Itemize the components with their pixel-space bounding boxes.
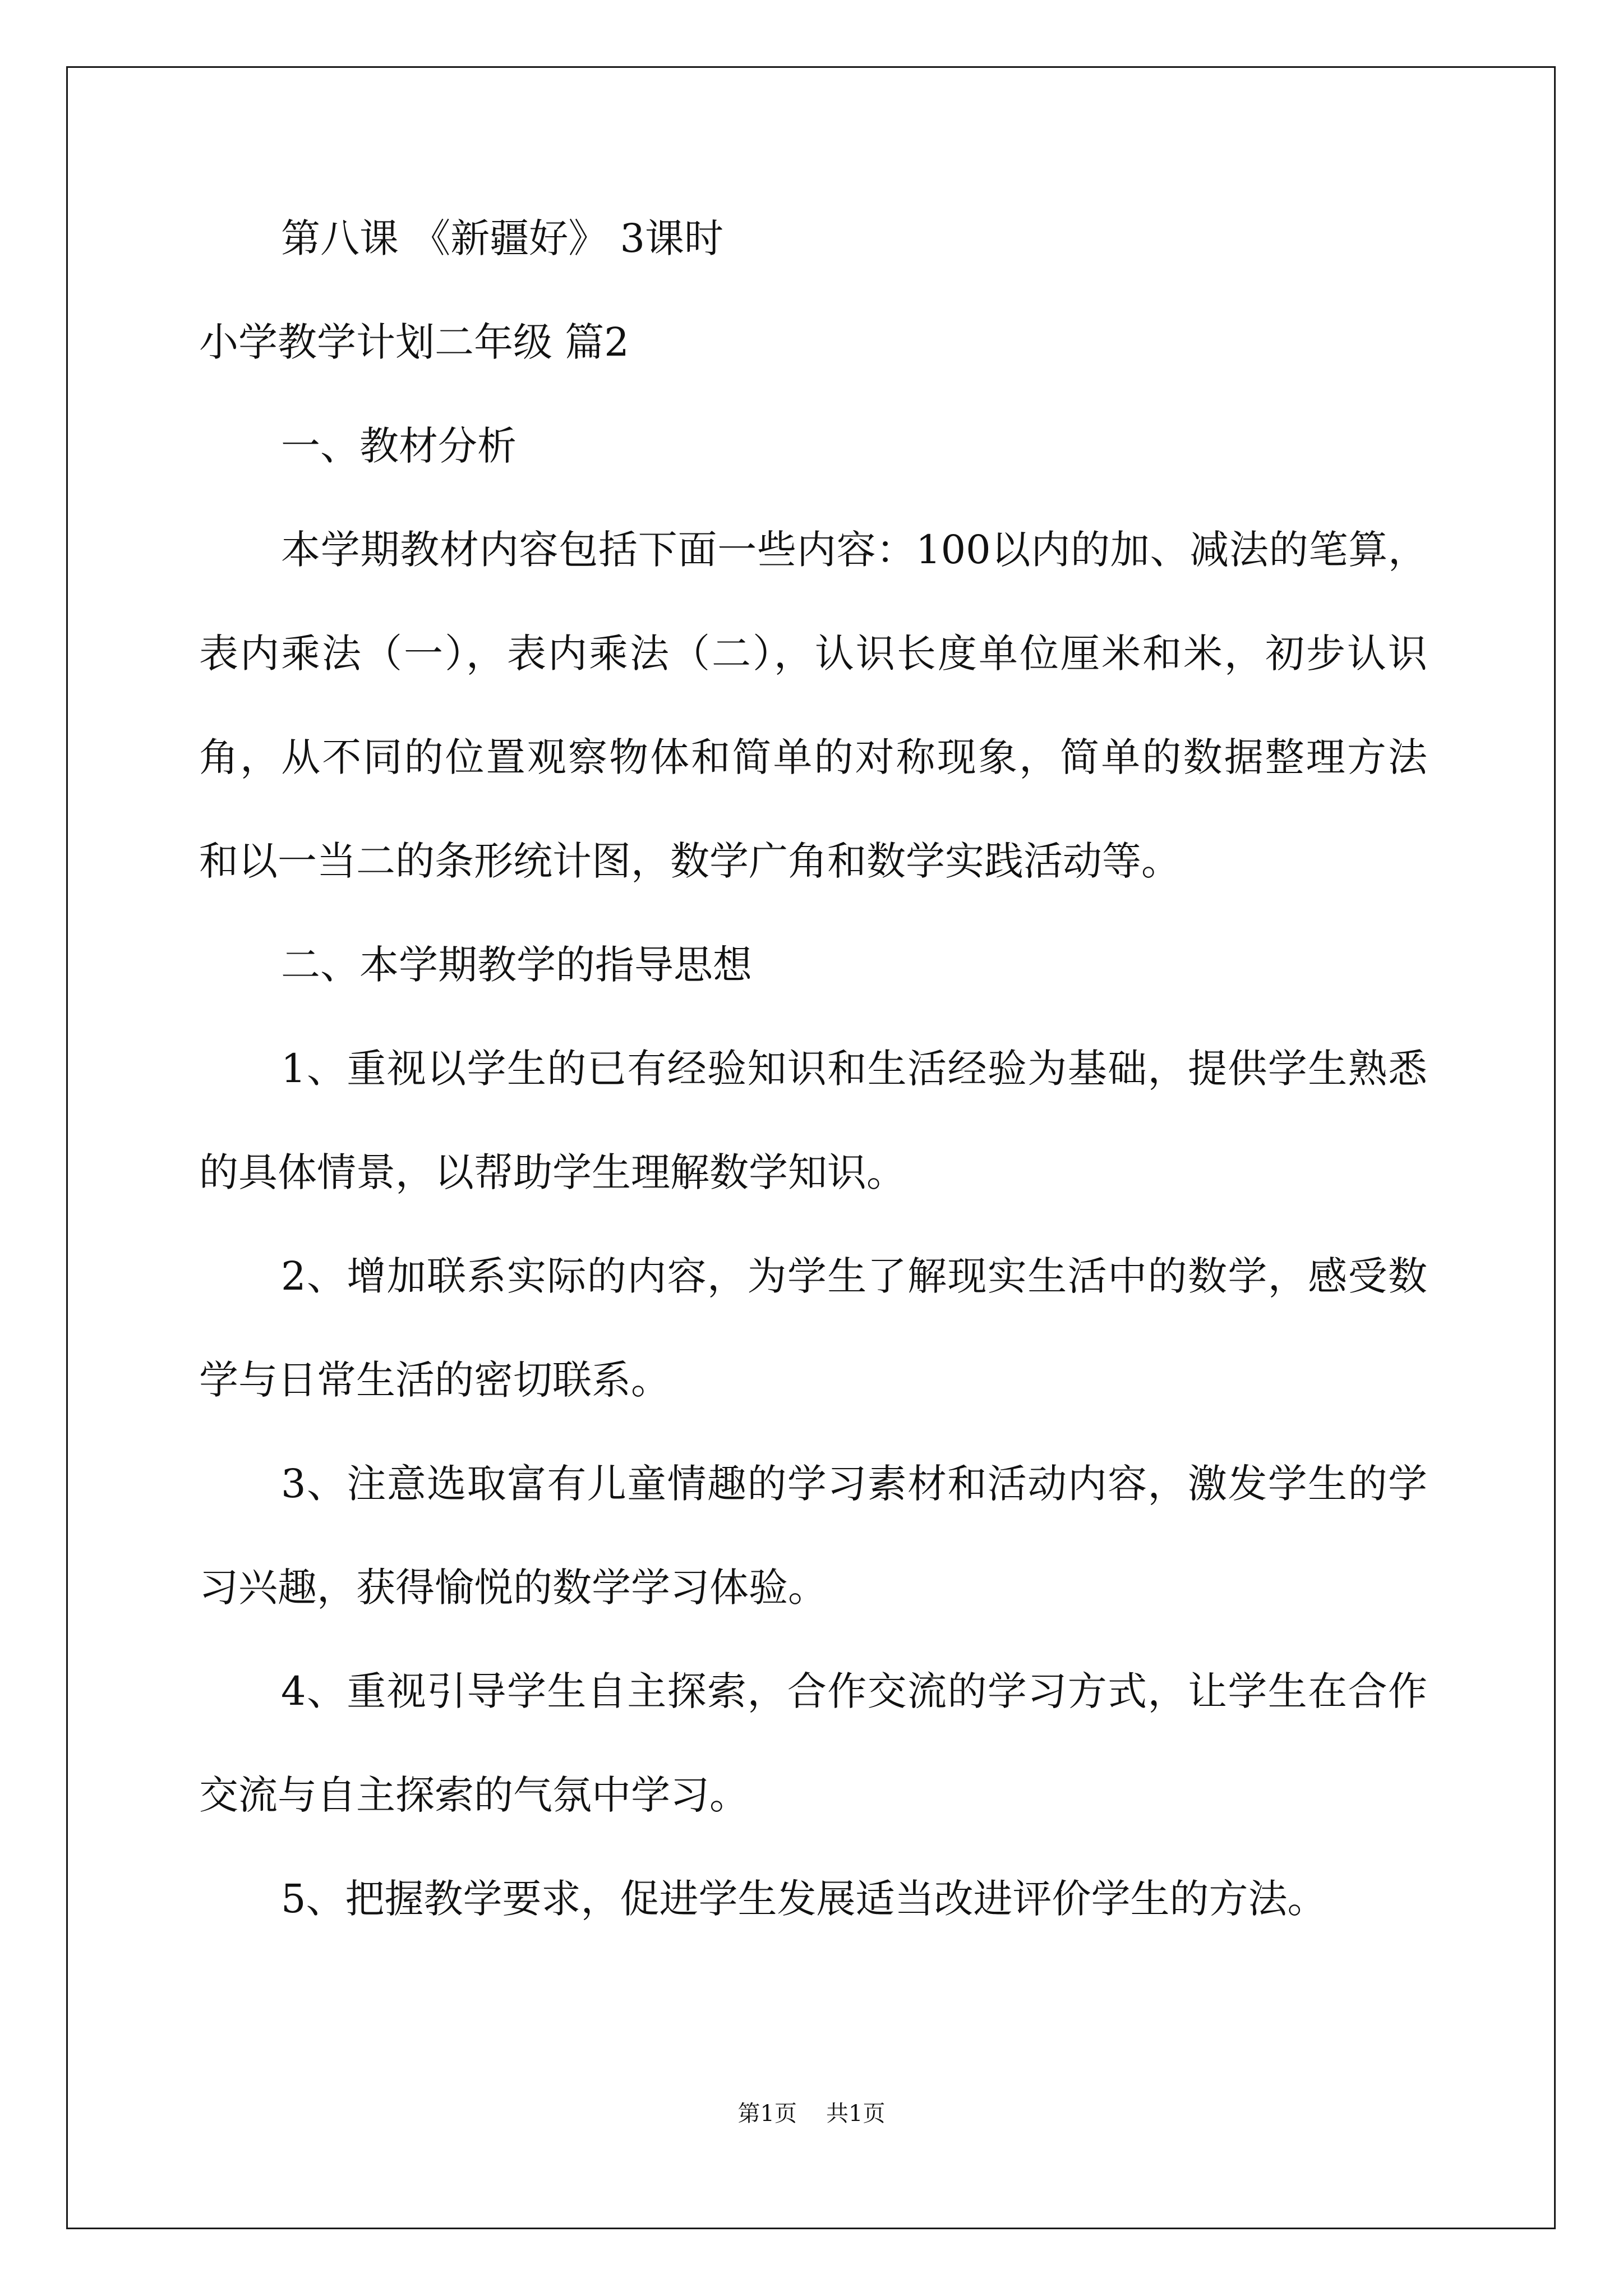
list-item-3-line: 3、注意选取富有儿童情趣的学习素材和活动内容，激发学生的学 — [281, 1461, 1427, 1507]
list-item-5-line: 5、把握教学要求，促进学生发展适当改进评价学生的方法。 — [281, 1876, 1327, 1922]
list-item-2-line: 学与日常生活的密切联系。 — [199, 1357, 670, 1403]
page-total: 共1页 — [826, 2101, 886, 2127]
list-item-1-line: 的具体情景，以帮助学生理解数学知识。 — [199, 1149, 906, 1195]
paragraph-line: 角，从不同的位置观察物体和简单的对称现象，简单的数据整理方法 — [199, 734, 1427, 780]
paragraph-line: 和以一当二的条形统计图，数学广角和数学实践活动等。 — [199, 838, 1181, 884]
list-item-1-line: 1、重视以学生的已有经验知识和生活经验为基础，提供学生熟悉 — [281, 1046, 1427, 1092]
lesson-line: 第八课 《新疆好》 3课时 — [281, 215, 724, 261]
heading-guiding-ideas: 二、本学期教学的指导思想 — [281, 942, 752, 988]
list-item-3-line: 习兴趣，获得愉悦的数学学习体验。 — [199, 1565, 827, 1611]
page-number: 第1页 — [737, 2101, 797, 2127]
list-item-4-line: 交流与自主探索的气氛中学习。 — [199, 1772, 749, 1818]
paragraph-line: 表内乘法（一），表内乘法（二），认识长度单位厘米和米，初步认识 — [199, 631, 1427, 677]
page-footer — [0, 2097, 1623, 2131]
list-item-4-line: 4、重视引导学生自主探索，合作交流的学习方式，让学生在合作 — [281, 1668, 1427, 1714]
paragraph-line: 本学期教材内容包括下面一些内容：100以内的加、减法的笔算， — [281, 527, 1427, 573]
heading-textbook-analysis: 一、教材分析 — [281, 423, 517, 469]
section-title: 小学教学计划二年级 篇2 — [199, 319, 629, 365]
list-item-2-line: 2、增加联系实际的内容，为学生了解现实生活中的数学，感受数 — [281, 1253, 1427, 1299]
